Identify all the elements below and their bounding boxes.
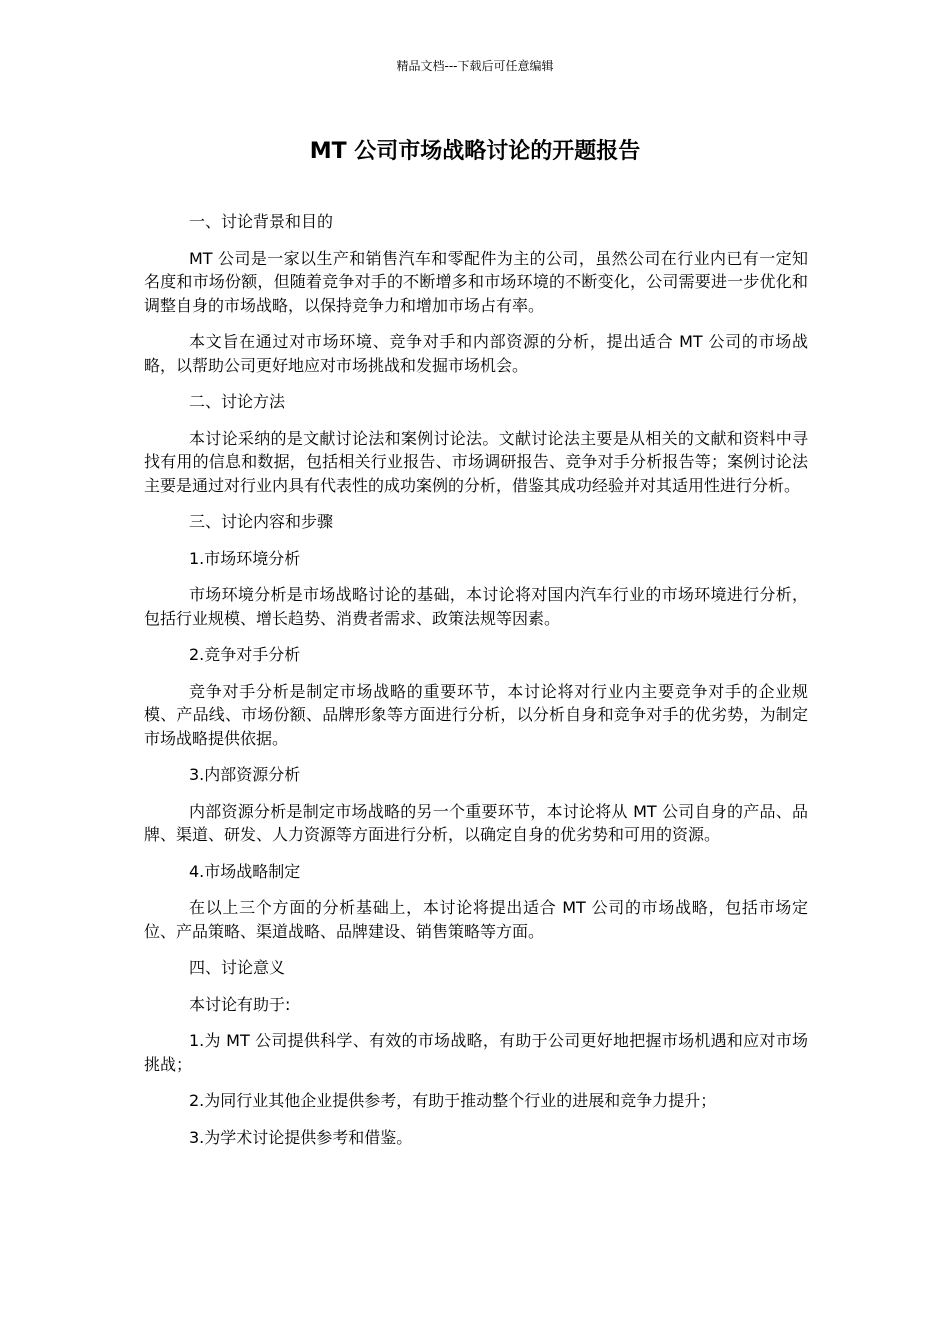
header-note: 精品文档---下载后可任意编辑 bbox=[396, 59, 554, 73]
paragraph-company-intro: MT 公司是一家以生产和销售汽车和零配件为主的公司，虽然公司在行业内已有一定知名度和市场份额，但随着竞争对手的不断增多和市场环境的不断变化，公司需要进一步优化和调整自身的市场战略，以保持竞争力和增加市场占有率。 bbox=[144, 248, 808, 315]
section-heading-background: 一、讨论背景和目的 bbox=[189, 212, 334, 231]
section-heading-methods: 二、讨论方法 bbox=[189, 392, 286, 411]
list-item-significance-1: 1.为 MT 公司提供科学、有效的市场战略，有助于公司更好地把握市场机遇和应对市场挑战； bbox=[144, 1031, 808, 1074]
document-title: MT 公司市场战略讨论的开题报告 bbox=[309, 139, 641, 164]
section-heading-content-steps: 三、讨论内容和步骤 bbox=[189, 512, 334, 531]
paragraph-significance-intro: 本讨论有助于: bbox=[189, 994, 291, 1014]
document-body bbox=[144, 210, 808, 1162]
paragraph-competitor-analysis: 竞争对手分析是制定市场战略的重要环节，本讨论将对行业内主要竞争对手的企业规模、产品线、市场份额、品牌形象等方面进行分析，以分析自身和竞争对手的优劣势，为制定市场战略提供依据。 bbox=[144, 681, 808, 748]
paragraph-market-environment: 市场环境分析是市场战略讨论的基础，本讨论将对国内汽车行业的市场环境进行分析，包括行业规模、增长趋势、消费者需求、政策法规等因素。 bbox=[144, 585, 808, 628]
list-item-significance-3: 3.为学术讨论提供参考和借鉴。 bbox=[189, 1127, 413, 1147]
subheading-competitor-analysis: 2.竞争对手分析 bbox=[189, 645, 301, 664]
paragraph-internal-resources: 内部资源分析是制定市场战略的另一个重要环节，本讨论将从 MT 公司自身的产品、品牌、渠道、研发、人力资源等方面进行分析，以确定自身的优劣势和可用的资源。 bbox=[144, 801, 808, 844]
subheading-internal-resources: 3.内部资源分析 bbox=[189, 765, 301, 784]
subheading-market-environment: 1.市场环境分析 bbox=[189, 548, 301, 568]
paragraph-purpose: 本文旨在通过对市场环境、竞争对手和内部资源的分析，提出适合 MT 公司的市场战略，以帮助公司更好地应对市场挑战和发掘市场机会。 bbox=[144, 332, 808, 375]
paragraph-strategy-formulation: 在以上三个方面的分析基础上，本讨论将提出适合 MT 公司的市场战略，包括市场定位、产品策略、渠道战略、品牌建设、销售策略等方面。 bbox=[144, 898, 808, 941]
section-heading-significance: 四、讨论意义 bbox=[189, 958, 286, 977]
paragraph-methods: 本讨论采纳的是文献讨论法和案例讨论法。文献讨论法主要是从相关的文献和资料中寻找有用的信息和数据，包括相关行业报告、市场调研报告、竞争对手分析报告等；案例讨论法主要是通过对行业内具有代表性的成功案例的分析，借鉴其成功经验并对其适用性进行分析。 bbox=[144, 428, 808, 495]
list-item-significance-2: 2.为同行业其他企业提供参考，有助于推动整个行业的进展和竞争力提升； bbox=[189, 1091, 717, 1110]
subheading-strategy-formulation: 4.市场战略制定 bbox=[189, 861, 301, 881]
